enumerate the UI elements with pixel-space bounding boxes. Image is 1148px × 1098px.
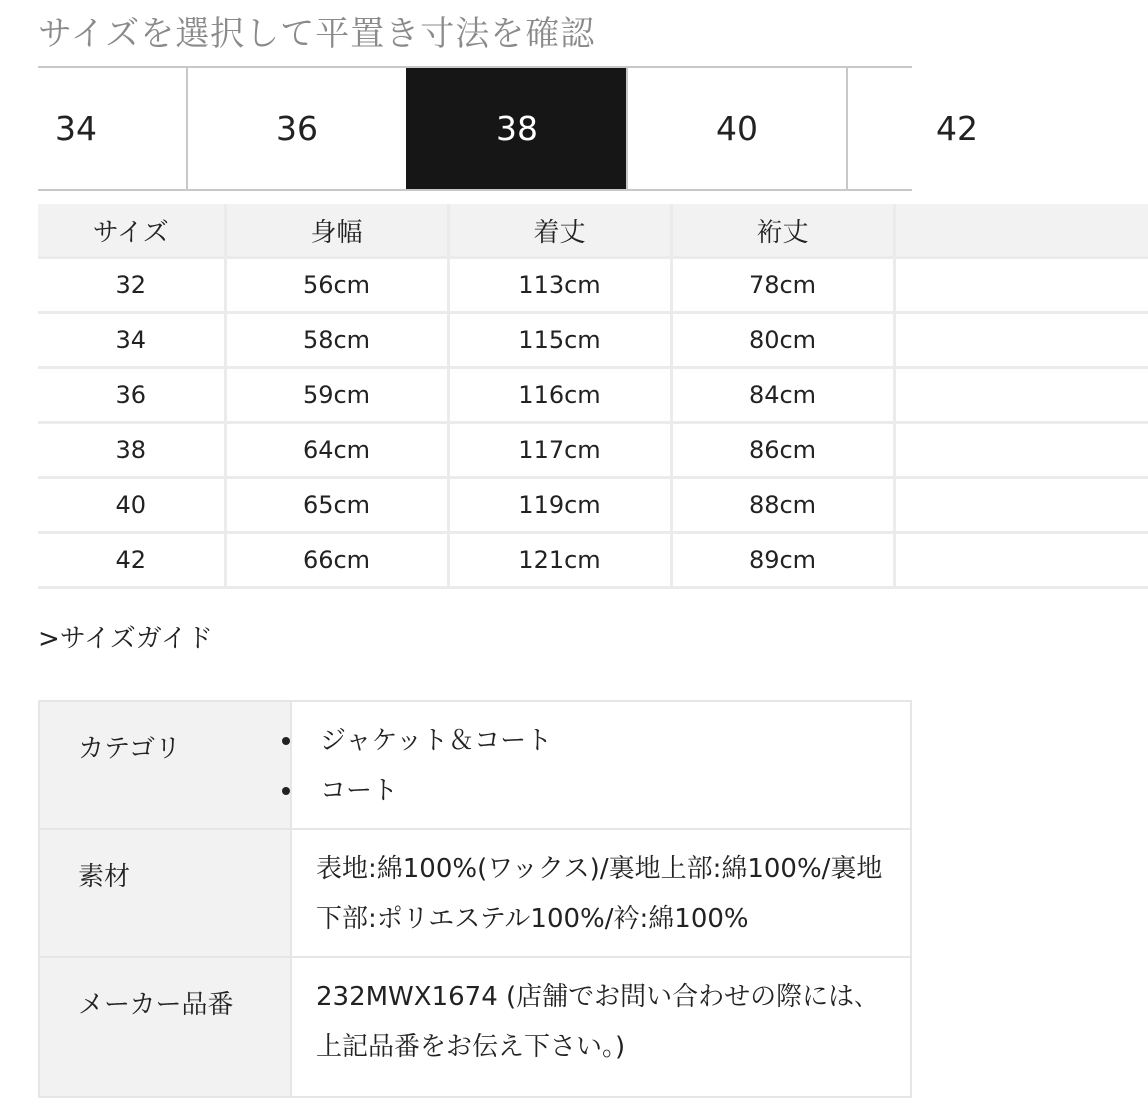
size-selector-track: [0, 68, 1066, 189]
size-tab-34[interactable]: 34: [0, 68, 186, 189]
header-length: 着丈: [448, 204, 671, 258]
measurement-table: [38, 204, 1148, 589]
size-tab-40[interactable]: 40: [626, 68, 846, 189]
cell-size: 36: [38, 368, 225, 423]
size-tab-36[interactable]: 36: [186, 68, 406, 189]
header-size: サイズ: [38, 204, 225, 258]
cell-size: 34: [38, 313, 225, 368]
size-selector: [38, 66, 978, 191]
cell-body-width: 64cm: [225, 423, 448, 478]
cell-size: 40: [38, 478, 225, 533]
cell-overflow: [894, 313, 1148, 368]
info-row-material: [39, 829, 911, 957]
info-row-category: [39, 701, 911, 829]
header-sleeve-length: 裄丈: [671, 204, 894, 258]
cell-overflow: [894, 423, 1148, 478]
maker-number-label: メーカー品番: [39, 957, 291, 1097]
header-body-width: 身幅: [225, 204, 448, 258]
measurement-table-scroll[interactable]: [38, 204, 912, 588]
cell-body-width: 58cm: [225, 313, 448, 368]
cell-overflow: [894, 533, 1148, 588]
cell-body-width: 65cm: [225, 478, 448, 533]
cell-size: 38: [38, 423, 225, 478]
cell-overflow: [894, 258, 1148, 313]
cell-length: 117cm: [448, 423, 671, 478]
table-row: [38, 533, 1148, 588]
maker-number-value: 232MWX1674 (店舗でお問い合わせの際には､上記品番をお伝え下さい｡): [291, 957, 911, 1097]
cell-overflow: [894, 368, 1148, 423]
category-value: [291, 701, 911, 829]
size-guide-link[interactable]: >サイズガイド: [38, 624, 213, 654]
cell-length: 113cm: [448, 258, 671, 313]
material-label: 素材: [39, 829, 291, 957]
page-heading: サイズを選択して平置き寸法を確認: [38, 14, 596, 54]
cell-length: 116cm: [448, 368, 671, 423]
category-item[interactable]: コート: [316, 766, 890, 816]
header-overflow-cell: [894, 204, 1148, 258]
category-list: [316, 716, 890, 816]
product-info-table: [38, 700, 912, 1098]
table-row: [38, 368, 1148, 423]
category-item[interactable]: ジャケット＆コート: [316, 716, 890, 766]
size-tab-38[interactable]: 38: [406, 68, 626, 189]
cell-sleeve-length: 88cm: [671, 478, 894, 533]
cell-sleeve-length: 86cm: [671, 423, 894, 478]
cell-sleeve-length: 84cm: [671, 368, 894, 423]
cell-size: 42: [38, 533, 225, 588]
table-row: [38, 258, 1148, 313]
cell-size: 32: [38, 258, 225, 313]
cell-length: 121cm: [448, 533, 671, 588]
cell-body-width: 59cm: [225, 368, 448, 423]
cell-length: 119cm: [448, 478, 671, 533]
cell-sleeve-length: 89cm: [671, 533, 894, 588]
table-row: [38, 478, 1148, 533]
info-row-maker-number: [39, 957, 911, 1097]
table-row: [38, 423, 1148, 478]
size-tab-42[interactable]: 42: [846, 68, 1066, 189]
cell-overflow: [894, 478, 1148, 533]
cell-length: 115cm: [448, 313, 671, 368]
measurement-header-row: [38, 204, 1148, 258]
category-label: カテゴリ: [39, 701, 291, 829]
cell-sleeve-length: 78cm: [671, 258, 894, 313]
cell-sleeve-length: 80cm: [671, 313, 894, 368]
table-row: [38, 313, 1148, 368]
material-value: 表地:綿100%(ワックス)/裏地上部:綿100%/裏地下部:ポリエステル100%/衿:綿100%: [291, 829, 911, 957]
cell-body-width: 56cm: [225, 258, 448, 313]
cell-body-width: 66cm: [225, 533, 448, 588]
